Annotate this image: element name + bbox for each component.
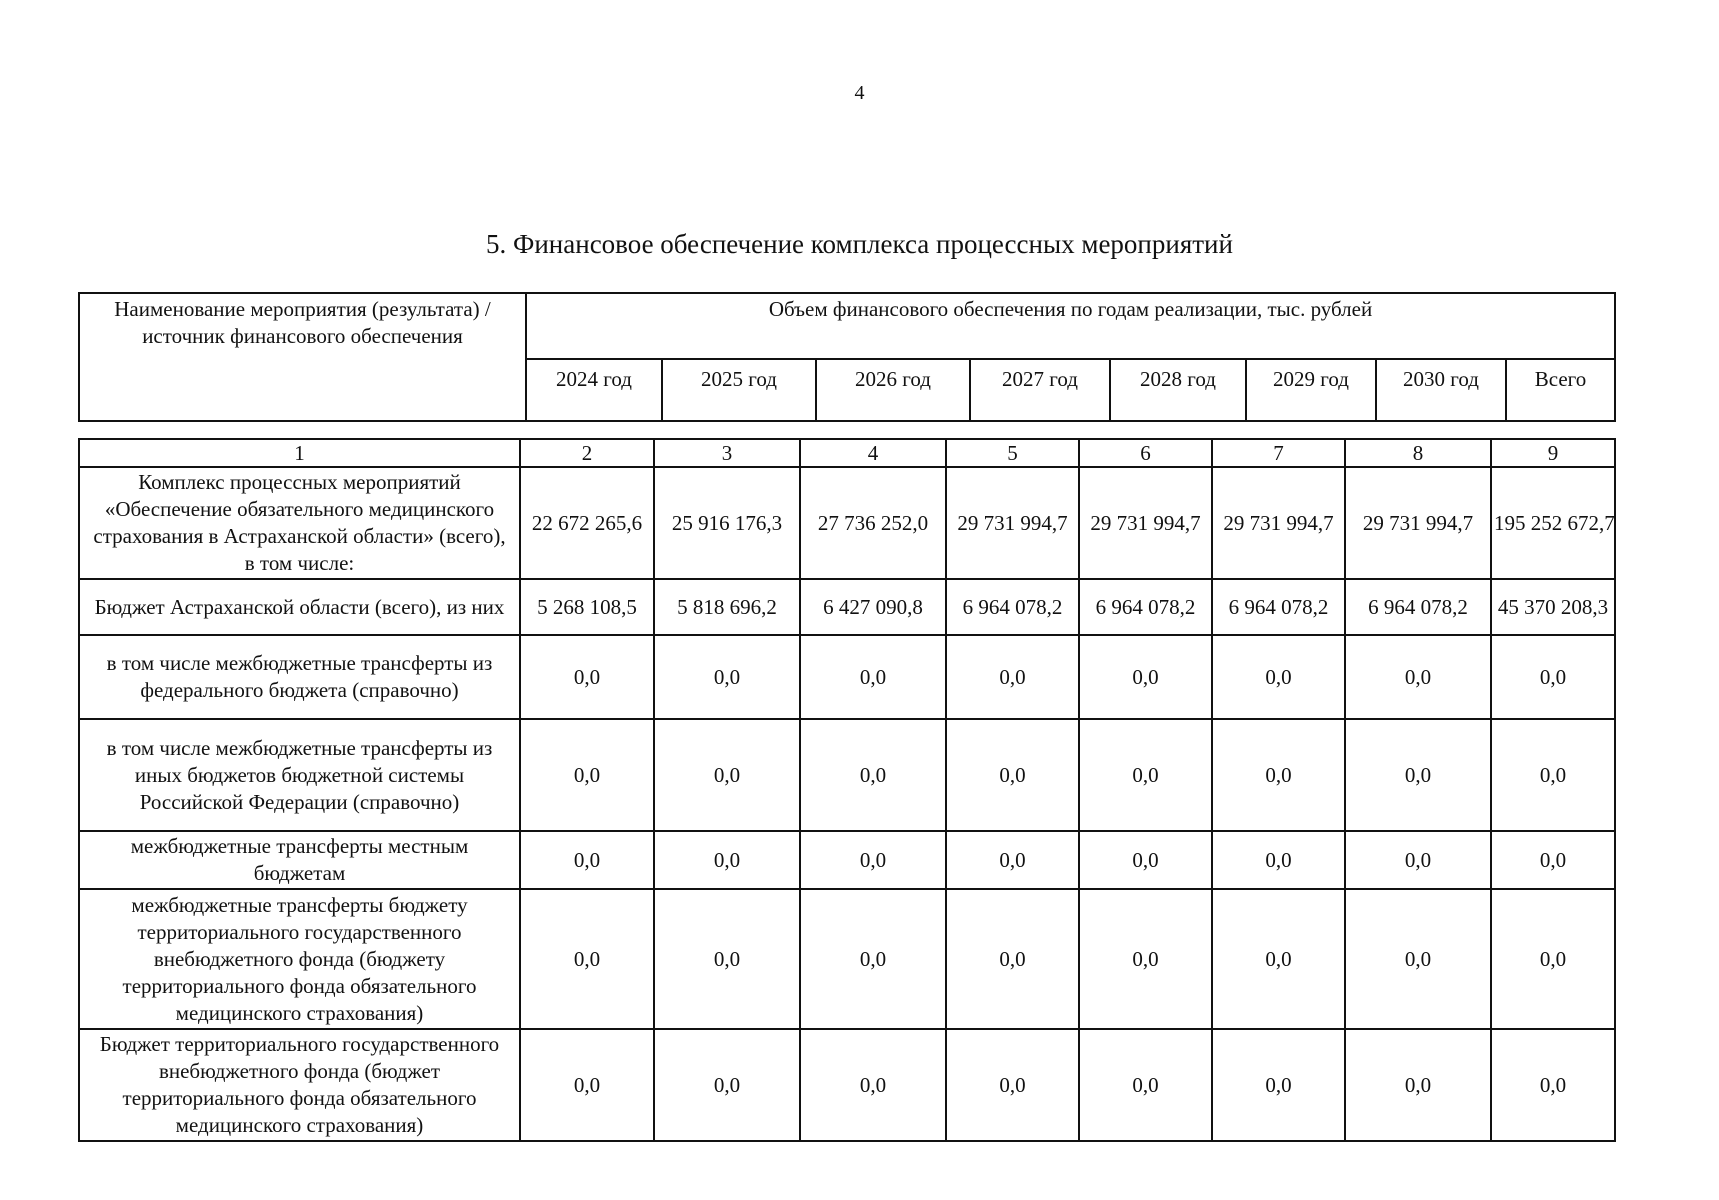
- year-header: 2026 год: [816, 359, 970, 421]
- row-name: в том числе межбюджетные трансферты из иных бюджетов бюджетной системы Российской Федерации (справочно): [79, 719, 520, 831]
- value-cell: 0,0: [520, 1029, 654, 1141]
- column-number: 6: [1079, 439, 1212, 467]
- column-number-row: [79, 439, 1615, 467]
- value-cell: 0,0: [800, 831, 946, 889]
- value-cell: 0,0: [1212, 889, 1345, 1029]
- value-cell: 25 916 176,3: [654, 467, 800, 579]
- value-cell: 29 731 994,7: [1212, 467, 1345, 579]
- value-cell: 0,0: [654, 1029, 800, 1141]
- value-cell: 27 736 252,0: [800, 467, 946, 579]
- table-row: [79, 719, 1615, 831]
- column-number: 4: [800, 439, 946, 467]
- value-cell: 6 427 090,8: [800, 579, 946, 635]
- value-cell: 0,0: [946, 719, 1079, 831]
- table-row: [79, 579, 1615, 635]
- value-cell: 6 964 078,2: [1345, 579, 1491, 635]
- total-cell: 45 370 208,3: [1491, 579, 1615, 635]
- total-cell: 0,0: [1491, 831, 1615, 889]
- column-number: 1: [79, 439, 520, 467]
- header-table: [78, 292, 1616, 422]
- value-cell: 0,0: [946, 831, 1079, 889]
- table-row: [79, 467, 1615, 579]
- value-cell: 0,0: [520, 889, 654, 1029]
- table-row: [79, 635, 1615, 719]
- value-cell: 0,0: [1345, 635, 1491, 719]
- table-row: [79, 831, 1615, 889]
- value-cell: 0,0: [1212, 1029, 1345, 1141]
- table-row: [79, 1029, 1615, 1141]
- value-cell: 0,0: [520, 719, 654, 831]
- value-cell: 0,0: [800, 635, 946, 719]
- value-cell: 0,0: [520, 831, 654, 889]
- total-cell: 195 252 672,7: [1491, 467, 1615, 579]
- year-header: 2024 год: [526, 359, 662, 421]
- value-cell: 29 731 994,7: [1345, 467, 1491, 579]
- value-cell: 6 964 078,2: [946, 579, 1079, 635]
- name-column-header: Наименование мероприятия (результата) / источник финансового обеспечения: [79, 293, 526, 421]
- volume-caption: Объем финансового обеспечения по годам реализации, тыс. рублей: [526, 293, 1615, 359]
- year-header: 2027 год: [970, 359, 1110, 421]
- total-cell: 0,0: [1491, 719, 1615, 831]
- column-number: 3: [654, 439, 800, 467]
- value-cell: 0,0: [1079, 889, 1212, 1029]
- column-number: 5: [946, 439, 1079, 467]
- value-cell: 0,0: [1212, 831, 1345, 889]
- value-cell: 22 672 265,6: [520, 467, 654, 579]
- value-cell: 0,0: [654, 889, 800, 1029]
- page-number: 4: [854, 82, 865, 104]
- column-number: 8: [1345, 439, 1491, 467]
- column-number: 2: [520, 439, 654, 467]
- total-cell: 0,0: [1491, 1029, 1615, 1141]
- year-header: 2025 год: [662, 359, 816, 421]
- total-header: Всего: [1506, 359, 1615, 421]
- row-name: межбюджетные трансферты бюджету территориального государственного внебюджетного фонда (бюджету территориального фонда обязательного медицинского страхования): [79, 889, 520, 1029]
- total-cell: 0,0: [1491, 635, 1615, 719]
- value-cell: 0,0: [946, 889, 1079, 1029]
- value-cell: 29 731 994,7: [1079, 467, 1212, 579]
- value-cell: 6 964 078,2: [1079, 579, 1212, 635]
- section-title: 5. Финансовое обеспечение комплекса процессных мероприятий: [486, 229, 1233, 259]
- value-cell: 0,0: [1345, 831, 1491, 889]
- table-row: [79, 889, 1615, 1029]
- value-cell: 0,0: [946, 1029, 1079, 1141]
- value-cell: 29 731 994,7: [946, 467, 1079, 579]
- row-name: межбюджетные трансферты местным бюджетам: [79, 831, 520, 889]
- value-cell: 5 268 108,5: [520, 579, 654, 635]
- column-number: 7: [1212, 439, 1345, 467]
- value-cell: 0,0: [1079, 831, 1212, 889]
- value-cell: 0,0: [1079, 1029, 1212, 1141]
- value-cell: 0,0: [800, 719, 946, 831]
- year-header: 2030 год: [1376, 359, 1506, 421]
- value-cell: 0,0: [1345, 1029, 1491, 1141]
- value-cell: 0,0: [654, 635, 800, 719]
- value-cell: 0,0: [654, 719, 800, 831]
- row-name: Бюджет территориального государственного внебюджетного фонда (бюджет территориального фонда обязательного медицинского страхования): [79, 1029, 520, 1141]
- year-header: 2029 год: [1246, 359, 1376, 421]
- row-name: Бюджет Астраханской области (всего), из них: [79, 579, 520, 635]
- row-name: Комплекс процессных мероприятий «Обеспечение обязательного медицинского страхования в Астраханской области» (всего), в том числе:: [79, 467, 520, 579]
- row-name: в том числе межбюджетные трансферты из федерального бюджета (справочно): [79, 635, 520, 719]
- value-cell: 0,0: [800, 1029, 946, 1141]
- total-cell: 0,0: [1491, 889, 1615, 1029]
- value-cell: 0,0: [946, 635, 1079, 719]
- value-cell: 0,0: [1345, 719, 1491, 831]
- value-cell: 0,0: [520, 635, 654, 719]
- value-cell: 6 964 078,2: [1212, 579, 1345, 635]
- value-cell: 0,0: [1212, 635, 1345, 719]
- value-cell: 0,0: [1079, 719, 1212, 831]
- column-number: 9: [1491, 439, 1615, 467]
- year-header: 2028 год: [1110, 359, 1246, 421]
- value-cell: 0,0: [1212, 719, 1345, 831]
- value-cell: 0,0: [1345, 889, 1491, 1029]
- value-cell: 5 818 696,2: [654, 579, 800, 635]
- financing-table: [78, 438, 1616, 1142]
- value-cell: 0,0: [1079, 635, 1212, 719]
- value-cell: 0,0: [654, 831, 800, 889]
- value-cell: 0,0: [800, 889, 946, 1029]
